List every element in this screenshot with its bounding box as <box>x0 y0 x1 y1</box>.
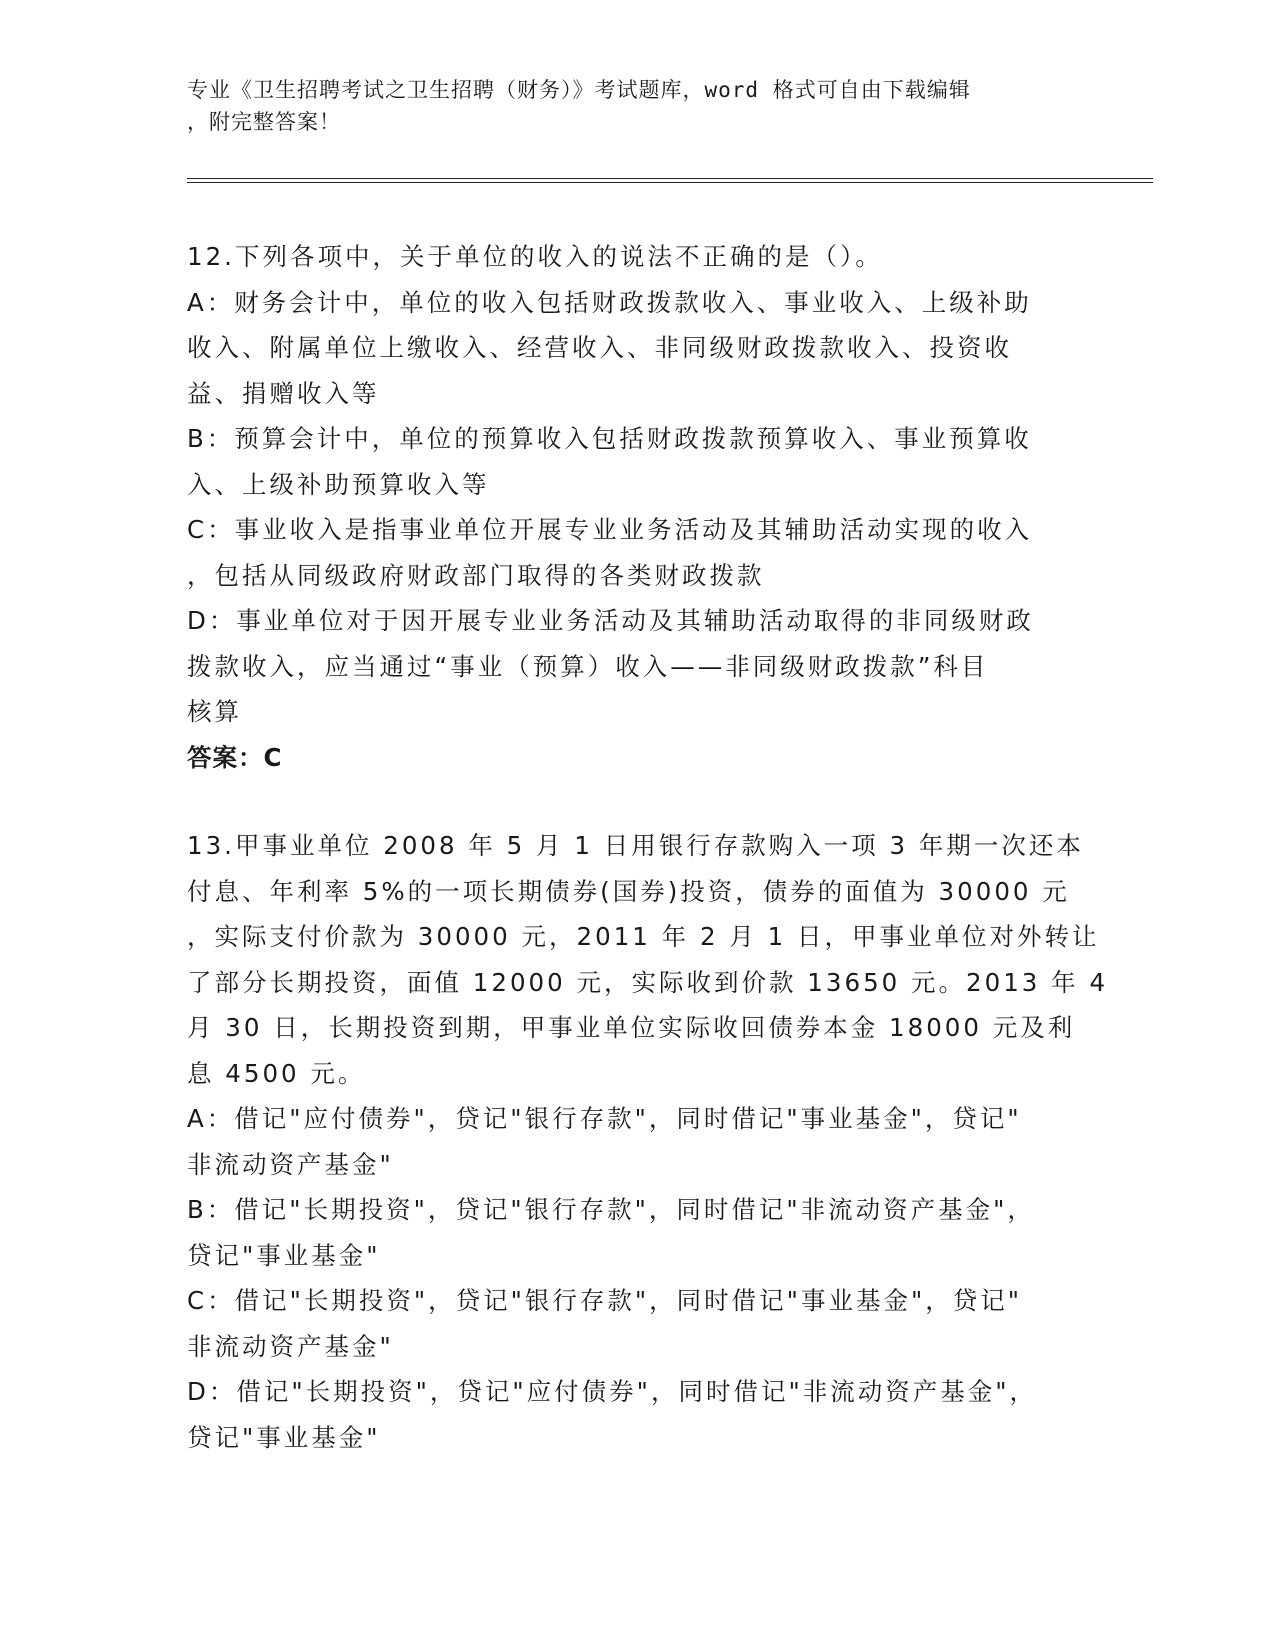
answer-label: 答案：C <box>187 742 283 772</box>
option-b <box>187 1187 1067 1278</box>
stem-line: 付息、年利率 5%的一项长期债券(国券)投资，债券的面值为 30000 元 <box>187 876 1070 906</box>
document-header <box>187 74 1067 138</box>
option-a <box>187 1096 1067 1187</box>
option-line: 贷记"事业基金" <box>187 1422 381 1452</box>
option-line: 益、捐赠收入等 <box>187 378 380 408</box>
option-line: ，包括从同级政府财政部门取得的各类财政拨款 <box>187 560 765 590</box>
option-line: C：事业收入是指事业单位开展专业业务活动及其辅助活动实现的收入 <box>187 515 1033 544</box>
option-c <box>187 1278 1067 1369</box>
option-line: B：预算会计中，单位的预算收入包括财政拨款预算收入、事业预算收 <box>187 424 1032 453</box>
option-line: 收入、附属单位上缴收入、经营收入、非同级财政拨款收入、投资收 <box>187 333 1012 362</box>
question-13 <box>187 823 1109 1460</box>
header-divider <box>187 178 1153 179</box>
option-line: 贷记"事业基金" <box>187 1240 381 1270</box>
stem-line: 了部分长期投资，面值 12000 元，实际收到价款 13650 元。2013 年 4 <box>187 967 1109 997</box>
option-line: D：事业单位对于因开展专业业务活动及其辅助活动取得的非同级财政 <box>187 606 1034 635</box>
header-line: ，附完整答案！ <box>187 110 341 134</box>
option-line: 核算 <box>187 697 242 726</box>
option-line: C：借记"长期投资"，贷记"银行存款"，同时借记"事业基金"，贷记" <box>187 1286 1022 1315</box>
option-d <box>187 598 1067 735</box>
stem-line: 息 4500 元。 <box>187 1058 366 1088</box>
option-d <box>187 1369 1067 1460</box>
stem-line: 13.甲事业单位 2008 年 5 月 1 日用银行存款购入一项 3 年期一次还本 <box>187 831 1084 860</box>
question-stem <box>187 823 1109 1096</box>
option-line: 非流动资产基金" <box>187 1331 394 1361</box>
option-line: B：借记"长期投资"，贷记"银行存款"，同时借记"非流动资产基金"， <box>187 1195 1035 1224</box>
option-line: 入、上级补助预算收入等 <box>187 469 490 499</box>
option-line: A：财务会计中，单位的收入包括财政拨款收入、事业收入、上级补助 <box>187 287 1032 317</box>
option-b <box>187 416 1067 507</box>
option-line: 拨款收入，应当通过“事业（预算）收入——非同级财政拨款”科目 <box>187 651 989 681</box>
question-12 <box>187 234 1067 780</box>
option-line: D：借记"长期投资"，贷记"应付债券"，同时借记"非流动资产基金"， <box>187 1377 1037 1406</box>
stem-line: 月 30 日，长期投资到期，甲事业单位实际收回债券本金 18000 元及利 <box>187 1013 1076 1042</box>
option-a <box>187 280 1067 417</box>
option-line: 非流动资产基金" <box>187 1149 394 1179</box>
header-divider <box>187 182 1153 183</box>
option-line: A：借记"应付债券"，贷记"银行存款"，同时借记"事业基金"，贷记" <box>187 1104 1022 1133</box>
option-c <box>187 507 1067 598</box>
stem-line: ，实际支付价款为 30000 元，2011 年 2 月 1 日，甲事业单位对外转让 <box>187 922 1100 951</box>
question-stem: 12.下列各项中，关于单位的收入的说法不正确的是（）。 <box>187 242 883 271</box>
header-line: 专业《卫生招聘考试之卫生招聘（财务）》考试题库，word 格式可自由下载编辑 <box>187 78 971 102</box>
